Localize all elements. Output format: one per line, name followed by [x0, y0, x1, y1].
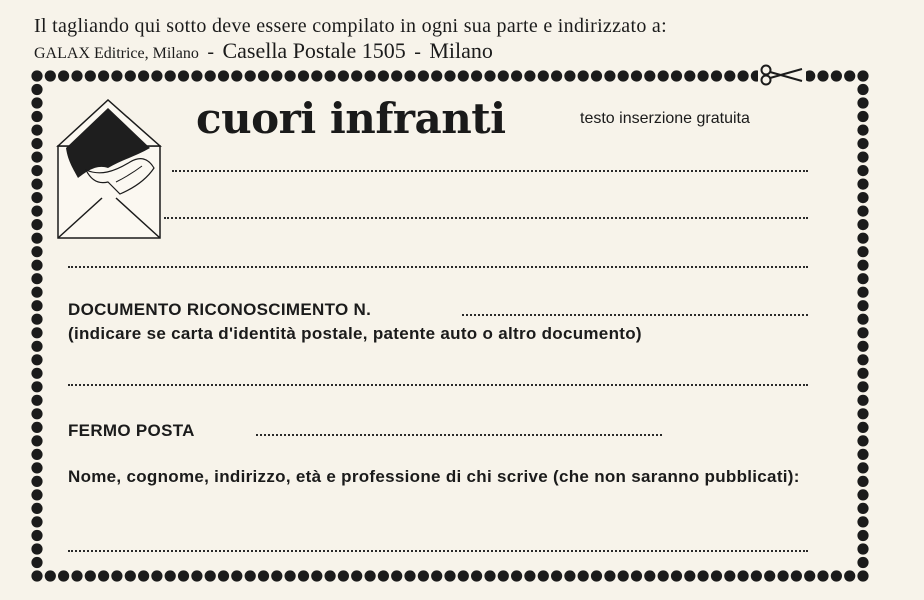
instruction-text: Il tagliando qui sotto deve essere compilato in ogni sua parte e indirizzato a:: [34, 15, 667, 37]
publisher-name: GALAX Editrice, Milano: [34, 45, 199, 62]
fermo-posta-label: FERMO POSTA: [68, 421, 195, 440]
address-separator: -: [207, 41, 214, 63]
postal-box: Casella Postale 1505: [222, 38, 406, 63]
document-number-field[interactable]: [462, 314, 808, 316]
writer-details-field[interactable]: [68, 550, 808, 552]
message-line-3[interactable]: [68, 266, 808, 268]
message-line-2[interactable]: [164, 217, 808, 219]
envelope-icon: [56, 98, 162, 240]
free-insertion-note: testo inserzione gratuita: [580, 110, 750, 127]
document-type-hint: (indicare se carta d'identità postale, patente auto o altro documento): [68, 324, 642, 343]
fermo-posta-field[interactable]: [256, 434, 662, 436]
writer-details-label: Nome, cognome, indirizzo, età e professione di chi scrive (che non saranno pubblicati):: [68, 467, 800, 486]
scissors-icon: [758, 64, 806, 86]
form-title: cuori infranti: [196, 94, 506, 143]
city-name: Milano: [429, 38, 493, 63]
address-separator: -: [414, 41, 421, 63]
document-type-field[interactable]: [68, 384, 808, 386]
message-line-1[interactable]: [172, 170, 808, 172]
document-number-label: DOCUMENTO RICONOSCIMENTO N.: [68, 300, 372, 319]
